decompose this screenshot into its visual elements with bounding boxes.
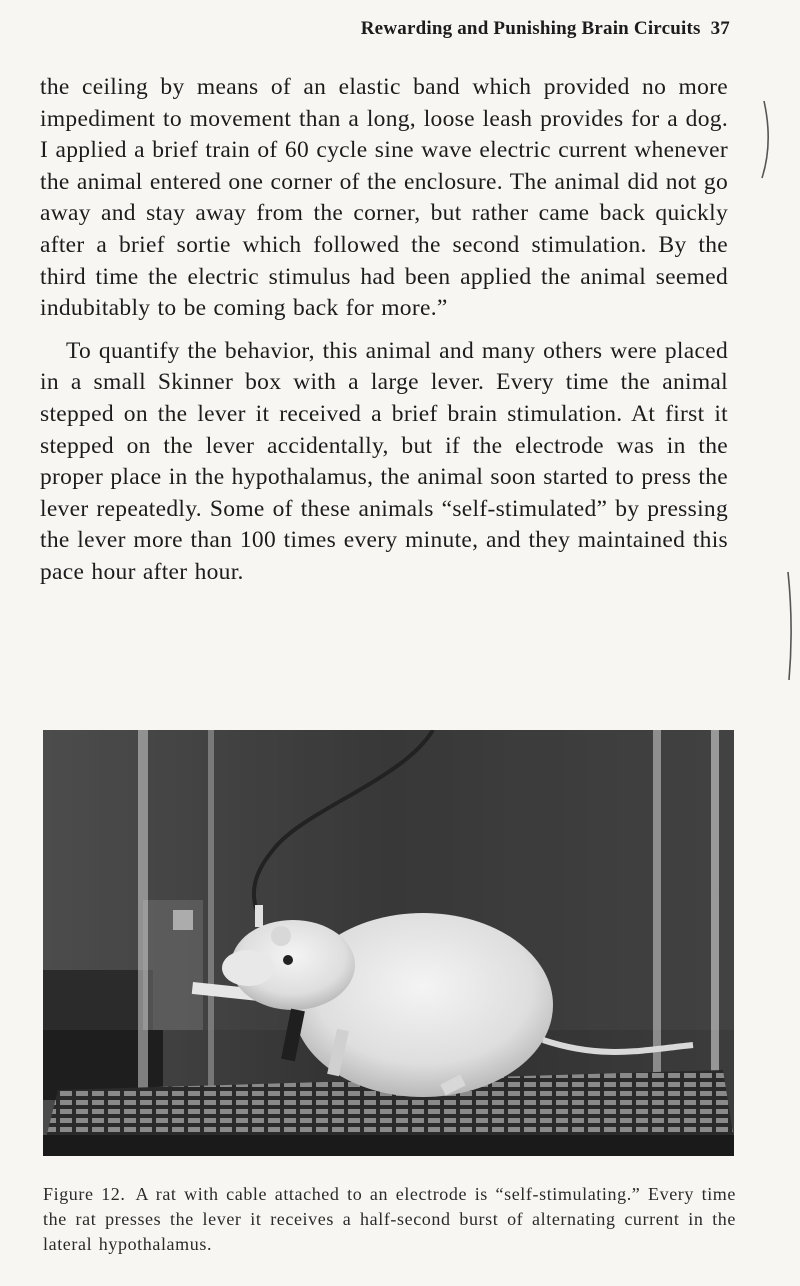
figure-caption (43, 1182, 736, 1257)
page-number: 37 (710, 18, 730, 39)
margin-pencil-mark-lower (780, 570, 798, 682)
caption-text: A rat with cable attached to an electrode is “self-stimulating.” Every time the rat presses the lever it receives a half-second burst of alternating current in the lateral hypothalamus. (43, 1184, 736, 1254)
paragraph-1: the ceiling by means of an elastic band which provided no more impediment to movement than a long, loose leash provides for a dog. I applied a brief train of 60 cycle sine wave electric current whenever the animal entered one corner of the enclosure. The animal did not go away and stay away from the corner, but rather came back quickly after a brief sortie which followed the second stimulation. By the third time the electric stimulus had been applied the animal seemed indubitably to be coming back for more.” (40, 74, 728, 322)
paragraph-2: To quantify the behavior, this animal and many others were placed in a small Skinner box with a large lever. Every time the animal stepped on the lever it received a brief brain stimulation. At first it stepped on the lever accidentally, but if the electrode was in the proper place in the hypothalamus, the animal soon started to press the lever repeatedly. Some of these animals “self-stimulated” by pressing the lever more than 100 times every minute, and they maintained this pace hour after hour. (40, 337, 728, 585)
figure-photo-rat-skinner-box (43, 730, 734, 1156)
figure-label: Figure 12. (43, 1184, 126, 1204)
running-head (361, 18, 730, 40)
running-title: Rewarding and Punishing Brain Circuits (360, 18, 701, 39)
body-text (40, 72, 728, 589)
margin-pencil-mark-upper (756, 98, 776, 182)
